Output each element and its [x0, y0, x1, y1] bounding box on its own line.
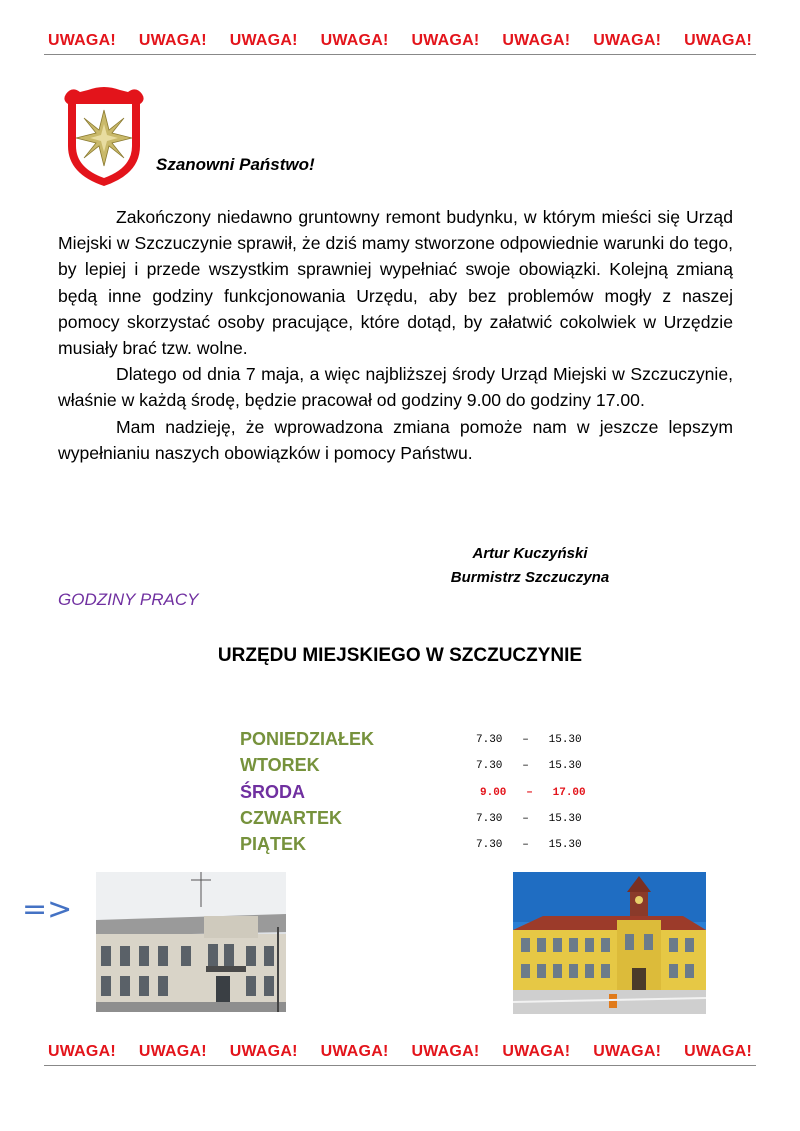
time-range: 7.30 – 15.30 — [476, 760, 582, 773]
warning-label: UWAGA! — [684, 32, 752, 49]
day-label: WTOREK — [240, 755, 320, 776]
time-range: 7.30 – 15.30 — [476, 734, 582, 746]
schedule-table — [240, 729, 620, 860]
letter-body — [58, 204, 733, 466]
warning-label: UWAGA! — [138, 1043, 207, 1060]
divider-bottom — [44, 1065, 756, 1066]
warning-label: UWAGA! — [48, 1043, 116, 1060]
schedule-row-highlighted — [240, 782, 620, 808]
building-photo-before — [96, 872, 286, 1012]
schedule-row — [240, 755, 620, 781]
day-label: PIĄTEK — [240, 834, 307, 855]
day-label: ŚRODA — [240, 781, 306, 802]
warning-label: UWAGA! — [502, 1043, 571, 1060]
warning-label: UWAGA! — [411, 1043, 480, 1060]
warning-label: UWAGA! — [320, 32, 389, 49]
warning-label: UWAGA! — [502, 32, 571, 49]
day-label: PONIEDZIAŁEK — [240, 729, 375, 749]
hours-title: GODZINY PRACY — [58, 590, 199, 609]
warning-label: UWAGA! — [48, 32, 116, 49]
warning-banner-bottom — [0, 1043, 800, 1061]
warning-label: UWAGA! — [593, 1043, 662, 1060]
warning-banner-top — [0, 32, 800, 50]
warning-label: UWAGA! — [593, 32, 662, 49]
schedule-row — [240, 808, 620, 834]
greeting: Szanowni Państwo! — [156, 155, 315, 174]
warning-label: UWAGA! — [229, 32, 298, 49]
letter-paragraph: Mam nadzieję, że wprowadzona zmiana pomoże nam w jeszcze lepszym wypełnianiu naszych obowiązków i pomocy Państwu. — [58, 416, 733, 463]
warning-label: UWAGA! — [138, 32, 207, 49]
divider-top — [44, 54, 756, 55]
signature — [410, 542, 650, 590]
office-title: URZĘDU MIEJSKIEGO W SZCZUCZYNIE — [217, 645, 583, 666]
warning-label: UWAGA! — [229, 1043, 298, 1060]
signature-title: Burmistrz Szczuczyna — [450, 569, 610, 586]
time-range: 7.30 – 15.30 — [476, 812, 582, 825]
crest-icon — [58, 84, 150, 188]
schedule-row — [240, 729, 620, 755]
letter-paragraph: Zakończony niedawno gruntowny remont budynku, w którym mieści się Urząd Miejski w Szczuczynie sprawił, że dziś mamy stworzone odpowiednie warunki do tego, by lepiej i przede wszystkim sprawniej wypełniać swoje obowiązki. Kolejną zmianą będą inne godziny funkcjonowania Urzędu, aby bez problemów mogły z naszej pomocy skorzystać osoby pracujące, które dotąd, by załatwić cokolwiek w Urzędzie musiały brać tzw. wolne. — [58, 207, 733, 359]
warning-label: UWAGA! — [320, 1043, 389, 1060]
schedule-row — [240, 834, 620, 860]
building-photo-after — [513, 872, 706, 1014]
signature-name: Artur Kuczyński — [472, 545, 588, 562]
time-range: 7.30 – 15.30 — [476, 839, 582, 852]
warning-label: UWAGA! — [411, 32, 480, 49]
time-range: 9.00 – 17.00 — [480, 786, 586, 799]
warning-label: UWAGA! — [684, 1043, 752, 1060]
day-label: CZWARTEK — [240, 807, 342, 828]
letter-paragraph: Dlatego od dnia 7 maja, a więc najbliższej środy Urząd Miejski w Szczuczynie, właśnie w każdą środę, będzie pracował od godziny 9.00 do godziny 17.00. — [58, 364, 733, 411]
arrow-icon: => — [22, 892, 73, 927]
